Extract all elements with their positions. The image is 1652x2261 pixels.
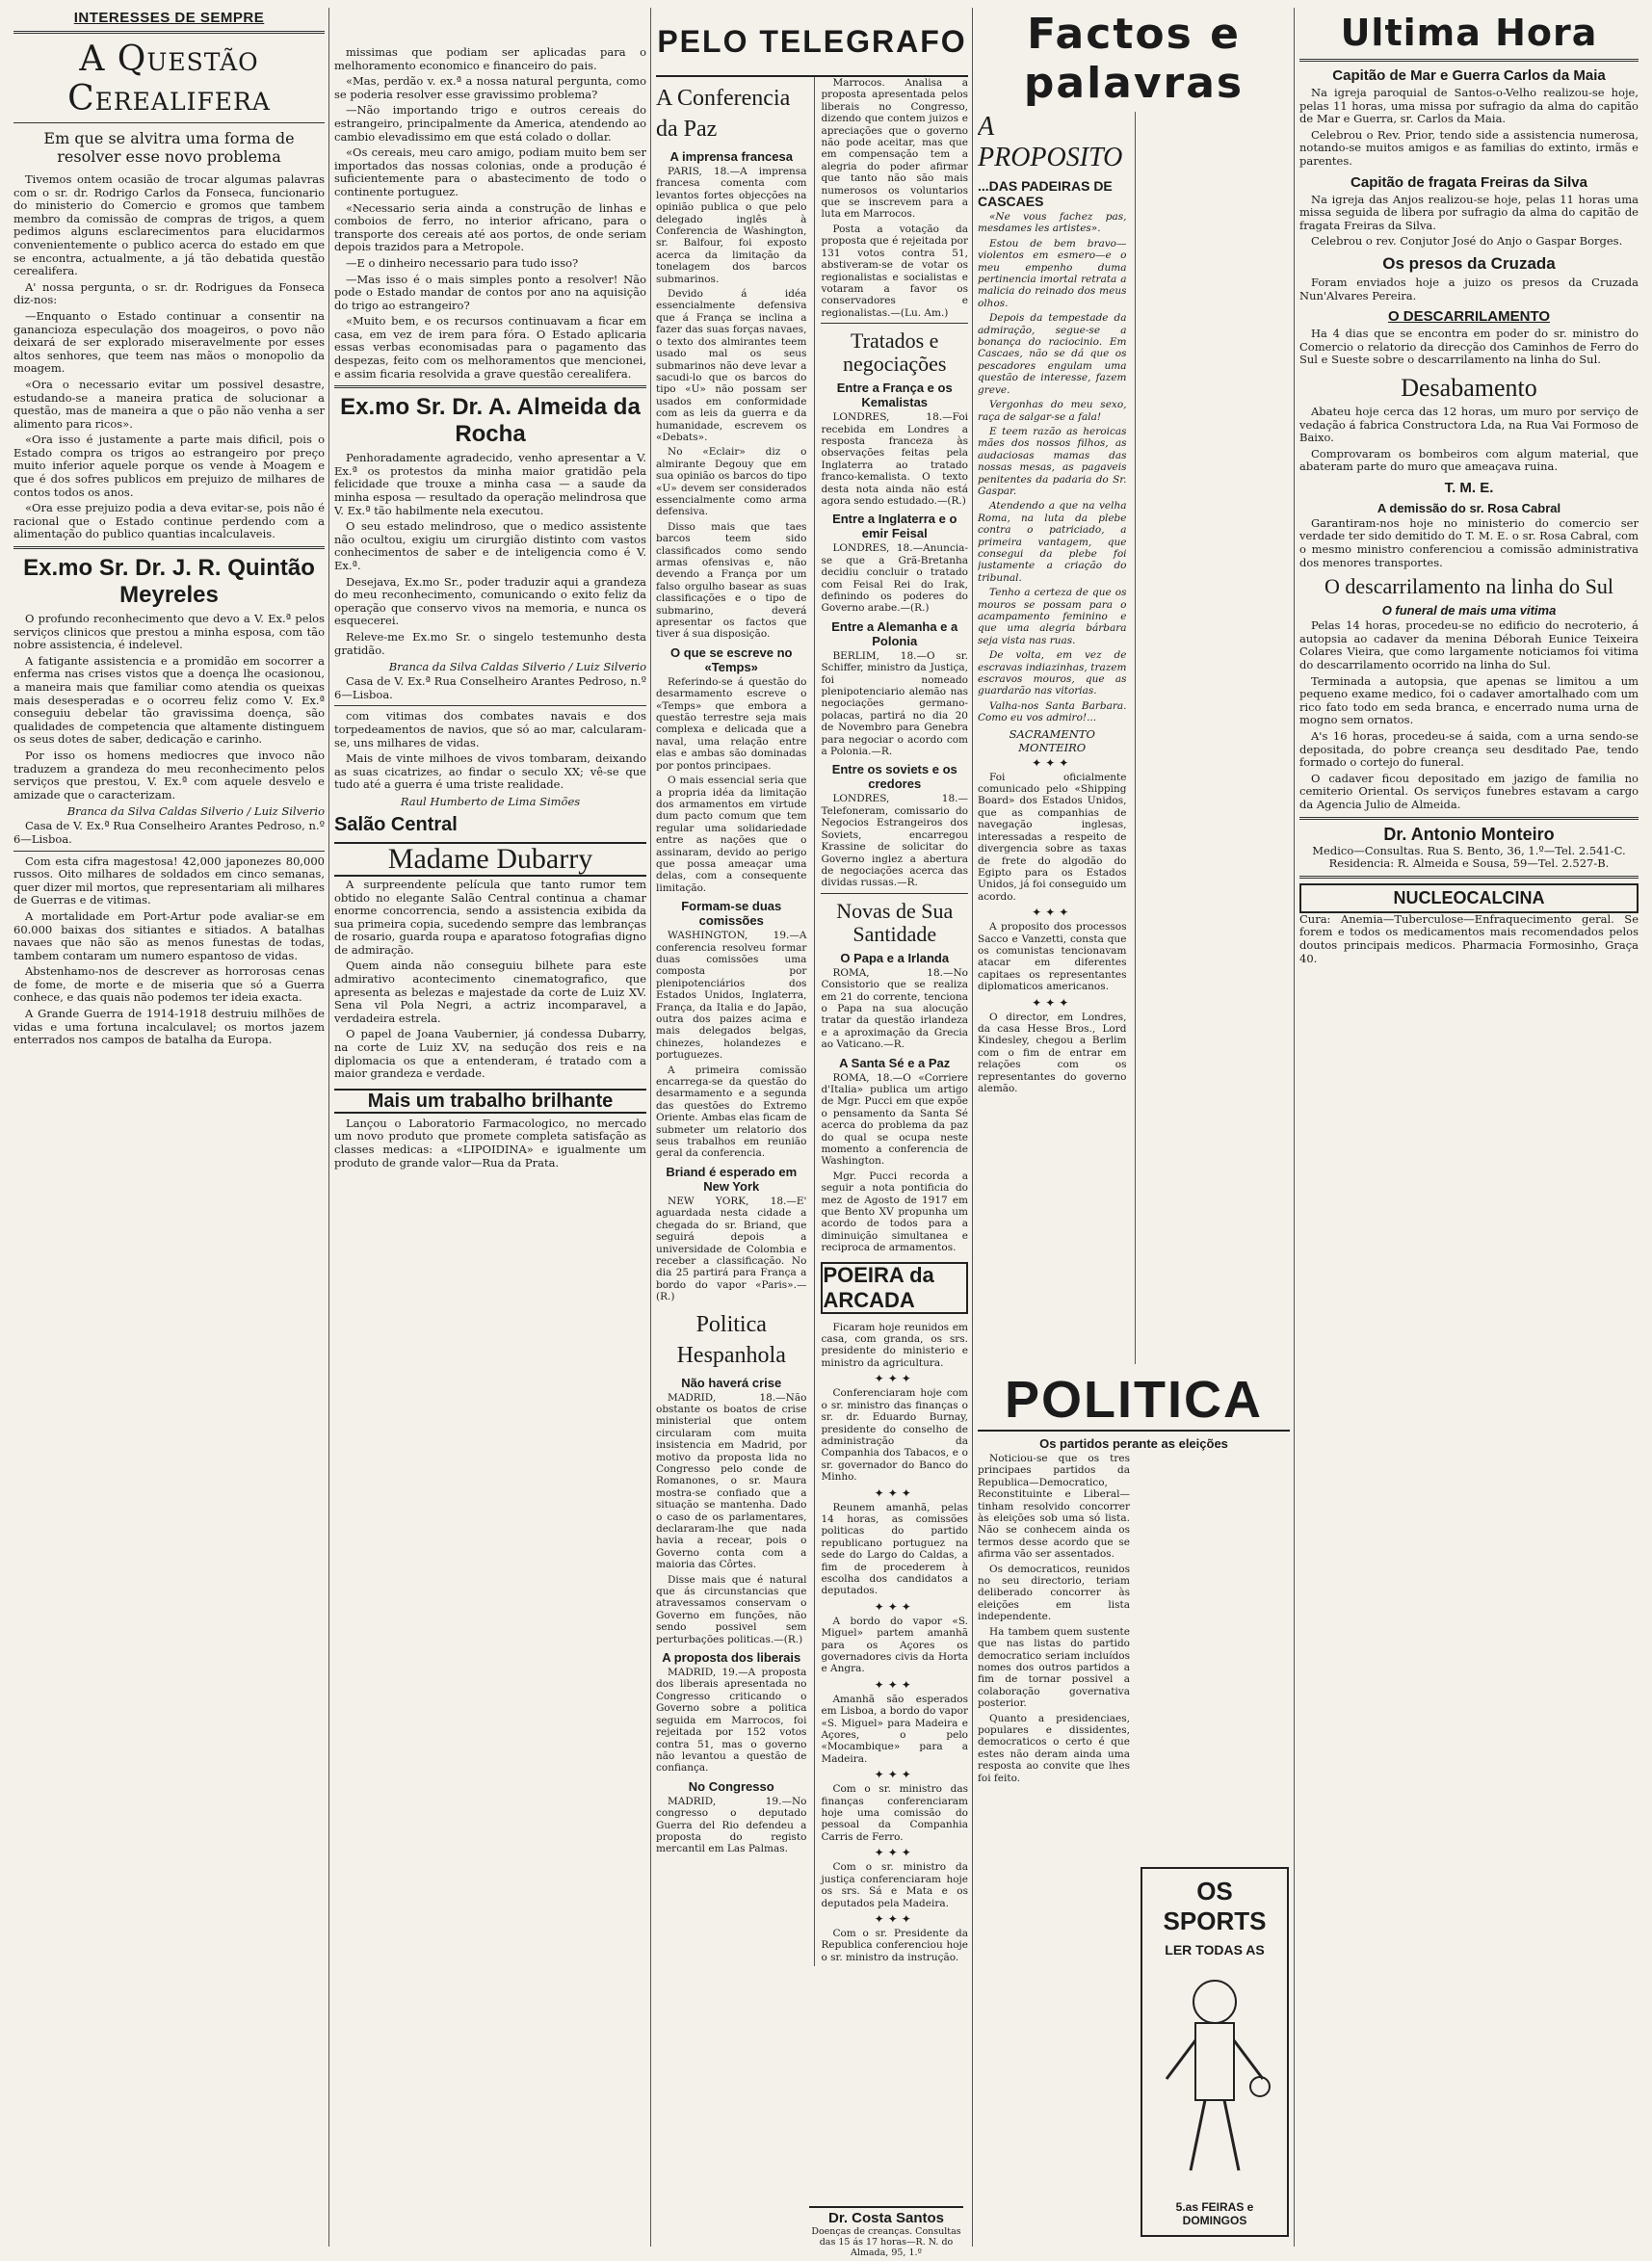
ad-sports-days: 5.as FEIRAS e DOMINGOS xyxy=(1175,2200,1254,2227)
article-paragraph: Foi oficialmente comunicado pelo «Shipping Board» dos Estados Unidos, que as companhias de navegação inglesas, interessadas a respeito de divergencia sobre as taxas de frete do algodão do Egipto para os Estados Unidos, já foi conseguido um acordo. xyxy=(978,771,1127,903)
article-paragraph: Amanhã são esperados em Lisboa, a bordo do vapor «S. Miguel» para Madeira e Açores, o pelo «Mocambique» para a Madeira. xyxy=(821,1693,968,1765)
article-paragraph: Mais de vinte milhoes de vivos tombaram, deixando as suas cicatrizes, ao findar o seculo XX; vê-se que tudo até a guerra é uma triste realidade. xyxy=(334,751,646,792)
article-paragraph: Na igreja das Anjos realizou-se hoje, pelas 11 horas uma missa seguida de libera por sufragio da alma do capitão de fragata Freiras da Silva. xyxy=(1299,192,1639,232)
descarrilamento-sul-heading: O descarrilamento na linha do Sul xyxy=(1324,574,1613,599)
article-paragraph: No «Eclair» diz o almirante Degouy que em sua opinião os barcos do tipo «U» devem ser considerados essencialmente como arma defensiva. xyxy=(656,446,807,518)
letter-signature: Branca da Silva Caldas Silverio / Luiz Silverio xyxy=(388,660,646,674)
article-paragraph: com vitimas dos combates navais e dos torpedeamentos de navios, que só ao mar, calcularam-se, uns milhares de vidas. xyxy=(334,709,646,749)
article-paragraph: —Mas isso é o mais simples ponto a resolver! Não pode o Estado mandar de contos por ano na aquisição do trigo ao estrangeiro? xyxy=(334,272,646,312)
letter-paragraph: Penhoradamente agradecido, venho apresentar a V. Ex.ª os protestos da minha maior gratidão pela felicidade que trouxe a minha casa — a saude da minha esposa — resultado da operação melindrosa que V. Ex.ª tão habilmente nela executou. xyxy=(334,451,646,517)
article-paragraph: Comprovaram os bombeiros com algum material, que abateram parte do muro que ameaçava ruina. xyxy=(1299,446,1639,474)
article-paragraph: De volta, em vez de escravas indiazinhas, trazem escravos mouros, que as guardarão nas vitorias. xyxy=(978,649,1127,697)
poeira-arcada-title: POEIRA da ARCADA xyxy=(823,1262,934,1312)
telegrafo-right: Marrocos. Analisa a proposta apresentada pelos liberais no Congresso, dizendo que contem juizos e apreciações que o governo não pode aceitar, mas que em compensação tem a alegria do poder afirmar que tanto não são mais numerosos os voluntarios que se inscrevem para a luta em Marrocos. Posta a votação da proposta que é rejeitada por 131 votos contra 51, abstiveram-se de votar os regionalistas e socialistas e votaram a favor os conservadores e regionalistas.—(Lu. Am.) Tratados e negociações Entre a França e os Kemalistas LONDRES, 18.—Foi recebida em Londres a resposta franceza às observações feitas pela Inglaterra ao tratado franco-kemalista. O texto desta nota ainda não está agora sendo estudado.—(R.) Entre a Inglaterra e o emir Feisal LONDRES, 18.—Anuncia-se que a Grã-Bretanha decidiu concluir o tratado com Feisal Rei do Irak, definindo os poderes do Governo arabe.—(R.) Entre a Alemanha e a Polonia BERLIM, 18.—O sr. Schiffer, ministro da Justiça, foi nomeado plenipotenciario alemão nas negociações germano-polacas, partirá no dia 20 de Novembro para Genebra para negociar o acordo com a Polonia.—R. Entre os soviets e os credores LONDRES, 18.—Telefoneram, comissario do Negocios Estrangeiros dos Soviets, encarregou Krassine de solicitar do Governo inglez a abertura de negociações acerca das dividas russas.—R. Novas de Sua Santidade O Papa e a Irlanda ROMA, 18.—No Consistorio que se realiza em 21 do corrente, tenciona o Papa na sua alocução tratar da questão irlandeza e a aproximação da Grecia ao Vaticano.—R. A Santa Sé e a Paz ROMA, 18.—O «Corriere d'Italia» publica um artigo de Mgr. Pucci em que expõe o pensamento da Santa Sé acerca do problema da paz do qual se ocupa neste momento a conferencia de Washington. Mgr. Pucci recorda a seguir a nota pontificia do mez de Agosto de 1917 em que Bento XV propunha um acordo de todos para a diminuição simultanea e reciproca de armamentos. POEIRA da ARCADA Ficaram hoje reunidos em casa, com granda, os srs. presidente do ministerio e ministro da agricultura. ✦✦✦ Conferenciaram hoje com o sr. ministro das finanças o sr. dr. Eduardo Burnay, presidente do conselho de administração da Companhia dos Tabacos, e o sr. governador do Banco do Minho. ✦✦✦ Reunem amanhã, pelas 14 horas, as comissões politicas do partido republicano portuguez na sede do Largo do Caldas, a fim de procederem à escolha dos candidatos a deputados. ✦✦✦ A bordo do vapor «S. Miguel» partem amanhã para os Açores os governadores civis da Horta e Angra. ✦✦✦ Amanhã são esperados em Lisboa, a bordo do vapor «S. Miguel» para Madeira e Açores, o pelo «Mocambique» para a Madeira. ✦✦✦ Com o sr. ministro das finanças conferenciaram hoje uma comissão do pessoal da Companhia Carris de Ferro. ✦✦✦ Com o sr. ministro da justiça conferenciaram hoje os srs. Sá e Mata e os deputados pela Madeira. ✦✦✦ Com o sr. Presidente da Republica conferenciou hoje o sr. ministro da instrução. xyxy=(814,77,968,1966)
pelo-telegrafo-title: PELO TELEGRAFO xyxy=(657,23,967,59)
ad-os-sports xyxy=(1141,1867,1289,2237)
conferencia-title: A Conferencia da Paz xyxy=(656,86,791,142)
article-paragraph: Quem ainda não conseguiu bilhete para este admirativo acontecimento cinematografico, que apresenta as belezas e majestade da corte de Luiz XV. Sena vil Pola Negri, a actriz incomparavel, a verdadeira estrela. xyxy=(334,959,646,1025)
imprensa-heading: A imprensa francesa xyxy=(669,149,793,164)
article-signature: Raul Humberto de Lima Simões xyxy=(400,794,581,808)
ad-costa-santos xyxy=(809,2206,963,2261)
article-paragraph: missimas que podiam ser aplicadas para o melhoramento economico e financeiro do pais. xyxy=(334,45,646,72)
article-paragraph: Ha 4 dias que se encontra em poder do sr. ministro do Comercio o relatorio da direcção dos Caminhos de Ferro do Sul e Sueste sobre o descarrilamento na linha do Sul. xyxy=(1299,327,1639,367)
column-rule xyxy=(1294,8,1295,2247)
politica-hespanhola-title: Politica Hespanhola xyxy=(676,1311,786,1368)
article-paragraph: Posta a votação da proposta que é rejeitada por 131 votos contra 51, abstiveram-se de votar os regionalistas e socialistas e votaram a favor os conservadores e regionalistas.—(Lu. Am.) xyxy=(821,223,968,319)
column-rule xyxy=(328,8,329,2247)
column-5 xyxy=(1299,8,1639,2247)
comissoes-heading: Formam-se duas comissões xyxy=(681,899,782,929)
article-paragraph: Abstenhamo-nos de descrever as horrorosas cenas de fome, de morte e de miseria que só a Guerra conhece, e das quais não podemos ter ideia exacta. xyxy=(13,964,325,1005)
article-paragraph: LONDRES, 18.—Foi recebida em Londres a resposta franceza às observações feitas pela Inglaterra ao tratado franco-kemalista. O texto desta nota ainda não está agora sendo estudado.—(R.) xyxy=(821,411,968,507)
article-paragraph: MADRID, 19.—No congresso o deputado Guerra del Rio defendeu a proposta do registo mercantil em Las Palmas. xyxy=(656,1795,807,1855)
article-paragraph: MADRID, 18.—Não obstante os boatos de crise ministerial que ontem circularam com muita insistencia em Madrid, por motivo da proposta lida no Congresso pelo conde de Romanones, o sr. Maura mostra-se confiado que a situação se mantenha. Dado o caso de os parlamentares, declararam-lhe que nada havia a recear, pois o Governo conta com a maioria das Côrtes. xyxy=(656,1391,807,1571)
article-paragraph: MADRID, 19.—A proposta dos liberais apresentada no Congresso criticando o Governo sobre a politica seguida em Marrocos, foi rejeitada por 152 votos contra 51, mas o governo não levantou a questão de confiança. xyxy=(656,1667,807,1775)
article-paragraph: —Enquanto o Estado continuar a consentir na ganancioza especulação dos moageiros, o povo não deixará de ser explorado miseravelmente por esses altos senhores, que teem nas mãos o monopolio da moagem. xyxy=(13,308,325,376)
article-paragraph: Com o sr. ministro da justiça conferenciaram hoje os srs. Sá e Mata e os deputados pela Madeira. xyxy=(821,1861,968,1909)
article-paragraph: Noticiou-se que os tres principaes partidos da Republica—Democratico, Reconstituinte e Liberal—tinham resolvido concorrer às eleições sob uma só lista. Não se conhecem ainda os termos desse acordo que se afirma vão ser assentados. xyxy=(978,1453,1130,1561)
partidos-heading: Os partidos perante as eleições xyxy=(1039,1436,1228,1451)
letter-paragraph: Releve-me Ex.mo Sr. o singelo testemunho desta gratidão. xyxy=(334,629,646,657)
article-paragraph: —E o dinheiro necessario para tudo isso? xyxy=(346,255,579,270)
article-paragraph: A mortalidade em Port-Artur pode avaliar-se em 60.000 baixas dos sitiantes e sitiados. A batalhas navaes que não são as menos funestas de todas, tambem contaram um numero espantoso de vidas. xyxy=(13,908,325,962)
letter-address: Casa de V. Ex.ª Rua Conselheiro Arantes Pedroso, n.º 6—Lisboa. xyxy=(13,819,325,846)
trabalho-brilhante-heading: Mais um trabalho brilhante xyxy=(334,1089,646,1114)
article-paragraph: Conferenciaram hoje com o sr. ministro das finanças o sr. dr. Eduardo Burnay, presidente do conselho de administração da Companhia dos Tabacos, e o sr. governador do Banco do Minho. xyxy=(821,1387,968,1484)
article-paragraph: Com esta cifra magestosa! 42,000 japonezes 80,000 russos. Oito milhares de soldados em cinco semanas, quer dizer mil mortos, que representariam ali milhares de Guerras e de vitimas. xyxy=(13,854,325,907)
article-paragraph: Ficaram hoje reunidos em casa, com granda, os srs. presidente do ministerio e ministro da agricultura. xyxy=(821,1321,968,1369)
padeiras-heading: ...DAS PADEIRAS DE CASCAES xyxy=(978,178,1113,209)
letter-paragraph: O profundo reconhecimento que devo a V. Ex.ª pelos serviços clinicos que prestou a minha esposa, com tão nobre assistencia, é indelevel. xyxy=(13,612,325,652)
ad-sports-title: OS SPORTS xyxy=(1163,1877,1267,1935)
article-paragraph: A proposito dos processos Sacco e Vanzetti, consta que os comunistas tencionavam atacar em diferentes capitaes os representantes diplomaticos americanos. xyxy=(978,921,1127,993)
column-3 xyxy=(656,8,968,2247)
article-paragraph: Referindo-se á questão do desarmamento escreve o «Temps» que embora a questão terrestre seja mais complexa e delicada que a naval, uma relação entre elas e ambas são dominadas por pontos principaes. xyxy=(656,675,807,772)
article-paragraph: Reunem amanhã, pelas 14 horas, as comissões politicas do partido republicano portuguez na sede do Largo do Caldas, a fim de procederem à escolha dos candidatos a deputados. xyxy=(821,1501,968,1597)
article-paragraph: O director, em Londres, da casa Hesse Bros., Lord Kindesley, chegou a Berlim com o fim de entrar em relações com os representantes do governo alemão. xyxy=(978,1011,1127,1094)
article-paragraph: Depois da tempestade da admiração, segue-se a bonança do raciocinio. Em Cascaes, não se dá que os pescadores engulam uma questão de interesse, fazem greve. xyxy=(978,312,1127,396)
article-paragraph: Atendendo a que na velha Roma, na luta da plebe contra o patriciado, a primeira vantagem, que consegui da plebe foi justamente a criação do tribunal. xyxy=(978,500,1127,584)
letter-paragraph: O seu estado melindroso, que o medico assistente não ocultou, exigiu um cirurgião distinto com vastos conhecimentos de saber e de inteligencia como é V. Ex.ª. xyxy=(334,519,646,572)
article-paragraph: Marrocos. Analisa a proposta apresentada pelos liberais no Congresso, dizendo que contem juizos e apreciações que o governo não pode aceitar, mas que em compensação tem a alegria do poder afirmar que tanto não são mais numerosos os voluntarios que se inscrevem para a luta em Marrocos. xyxy=(821,77,968,221)
article-paragraph: «Muito bem, e os recursos continuavam a ficar em casa, em vez de irem para fóra. O Estado aplicaria essas verbas economisadas para o pagamento das despezas, feito com os melhoramentos que mencionei, e assim ficaria resolvida a grave questão cerealifera. xyxy=(334,314,646,381)
subhead-cerealifera: Em que se alvitra uma forma de resolver esse novo problema xyxy=(43,129,295,166)
a-proposito-title: A PROPOSITO xyxy=(978,112,1123,172)
politica-title: POLITICA xyxy=(978,1370,1290,1432)
article-paragraph: A' nossa pergunta, o sr. dr. Rodrigues da Fonseca diz-nos: xyxy=(13,279,325,307)
descarrilamento-heading: O DESCARRILAMENTO xyxy=(1387,308,1551,326)
temps-heading: O que se escreve no «Temps» xyxy=(670,644,793,674)
ultima-hora-title: Ultima Hora xyxy=(1340,12,1598,54)
pelo-telegrafo-logo xyxy=(656,8,968,77)
article-paragraph: «Necessario seria ainda a construção de linhas e comboios de ferro, no interior africano, para o transporte dos cereais até aos portos, de onde seriam depois trazidos para a Metropole. xyxy=(334,200,646,254)
letter-paragraph: Por isso os homens mediocres que invoco não traduzem a grandeza do meu reconhecimento pelos serviços que prestou, V. Ex.ª com aquele desvelo e amizade que o caracterizam. xyxy=(13,748,325,802)
ad-text: Doenças de creanças. Consultas das 15 ás 17 horas—R. N. do Almada, 95, 1.º xyxy=(811,2226,961,2258)
article-paragraph: Celebrou o Rev. Prior, tendo side a assistencia numerosa, notando-se muitos amigos e as familias do extinto, irmãs e parentes. xyxy=(1299,127,1639,168)
column-2 xyxy=(334,8,646,2247)
ad-costa-santos-name: Dr. Costa Santos xyxy=(827,2210,945,2226)
article-paragraph: «Ora o necessario evitar um possivel desastre, estudando-se a maneira pratica de solucionar a questão, mas de maneira a que o pão não venha a ser alimento para ricos». xyxy=(13,377,325,431)
article-paragraph: Quanto a presidenciaes, populares e dissidentes, democraticos o certo é que estes não deram ainda uma resposta ao convite que lhes foi feito. xyxy=(978,1712,1130,1784)
congresso-heading: No Congresso xyxy=(688,1778,774,1794)
tme-heading: T. M. E. xyxy=(1444,479,1494,496)
freiras-silva-heading: Capitão de fragata Freiras da Silva xyxy=(1350,173,1587,191)
article-paragraph: Tenho a certeza de que os mouros se possam para o acampamento feminino e que uma alegria bárbara seja vista nas ruas. xyxy=(978,587,1127,646)
ad-nucleocalcina: NUCLEOCALCINA xyxy=(1299,883,1639,913)
paz-heading: A Santa Sé e a Paz xyxy=(839,1055,951,1070)
nao-havera-crise-heading: Não haverá crise xyxy=(681,1375,782,1390)
article-paragraph: Disso mais que taes barcos teem sido classificados como sendo armas ofensivas e, não devendo a França por um falso orgulho basear as suas classificações e o tipo de submarino, deverá apresentar os factos que tiver á sua disposição. xyxy=(656,520,807,641)
article-paragraph: NEW YORK, 18.—E' aguardada nesta cidade a chegada do sr. Briand, que seguirá depois a universidade de Colombia e receber a classificação. No dia 25 partirá para França a bordo do vapor «Paris».—(R.) xyxy=(656,1195,807,1303)
briand-heading: Briand é esperado em New York xyxy=(666,1164,798,1194)
presos-cruzada-heading: Os presos da Cruzada xyxy=(1382,253,1556,273)
column-rule xyxy=(650,8,651,2247)
papa-heading: O Papa e a Irlanda xyxy=(840,950,950,965)
tratados-heading: Entre a Inglaterra e o emir Feisal xyxy=(832,512,957,541)
article-paragraph: O cadaver ficou depositado em jazigo de familia no cemiterio Oriental. Os serviços funebres estavam a cargo da Agencia Julio de Almeida. xyxy=(1299,771,1639,811)
column-1 xyxy=(13,8,325,2247)
sportsman-illustration xyxy=(1152,1963,1277,2185)
ad-sports-line: LER TODAS AS xyxy=(1165,1942,1265,1958)
article-paragraph: Foram enviados hoje a juizo os presos da Cruzada Nun'Alvares Pereira. xyxy=(1299,275,1639,302)
poeira-arcada-logo xyxy=(821,1262,968,1314)
letter-title-almeida: Ex.mo Sr. Dr. A. Almeida da Rocha xyxy=(340,394,641,448)
tme-subheading: A demissão do sr. Rosa Cabral xyxy=(1377,500,1561,515)
article-paragraph: Estou de bem bravo—violentos em esmero—e o meu empenho duma pertinencia imortal retrata a malicia do reinado dos meus olhos. xyxy=(978,237,1127,309)
article-paragraph: WASHINGTON, 19.—A conferencia resolveu formar duas comissões uma composta por plenipotenciários dos Estados Unidos, Inglaterra, França, da Italia e do Japão, outra dos paizes acima e mais delegados belgas, chinezes, holandezes e portuguezes. xyxy=(656,930,807,1062)
letter-address: Casa de V. Ex.ª Rua Conselheiro Arantes Pedroso, n.º 6—Lisboa. xyxy=(334,674,646,701)
article-paragraph: Vergonhas do meu sexo, raça de salgar-se a fala! xyxy=(978,399,1127,423)
ad-dr-antonio-monteiro: Dr. Antonio Monteiro xyxy=(1383,824,1555,844)
desabamento-heading: Desabamento xyxy=(1401,373,1537,402)
tratados-heading: Entre a Alemanha e a Polonia xyxy=(831,618,958,648)
ad-text: Cura: Anemia—Tuberculose—Enfraquecimento geral. Se forem e todos os medicamentos mais recomendados pelos doutos principais medicos. Pharmacia Formosinho, Graça 40. xyxy=(1299,911,1639,965)
article-paragraph: «Ne vous fachez pas, mesdames les artistes». xyxy=(978,211,1127,235)
salao-central-heading: Salão Central xyxy=(334,813,458,835)
article-paragraph: A primeira comissão encarrega-se da questão do desarmamento e a segunda das questões do Extremo Oriente. Ambas elas ficam de submeter um relatorio dos seus trabalhos em reunião geral da conferencia. xyxy=(656,1064,807,1160)
article-paragraph: A's 16 horas, procedeu-se á saida, com a urna sendo-se depositada, do pobre creança seu desditado Pae, tendo formado o cortejo do funeral. xyxy=(1299,729,1639,770)
article-paragraph: BERLIM, 18.—O sr. Schiffer, ministro da Justiça, foi nomeado plenipotenciario alemão nas negociações germano-polacas, partirá no dia 20 de Novembro para Genebra para negociar o acordo com a Polonia.—R. xyxy=(821,649,968,758)
article-paragraph: Os democraticos, reunidos no seu directorio, teriam deliberado concorrer às eleições em lista independente. xyxy=(978,1563,1130,1623)
article-paragraph: E teem razão as heroicas mães dos nossos filhos, as audaciosas mamas das nossas mesas, as pagaveis penitentes da padaria do Sr. Gaspar. xyxy=(978,425,1127,497)
article-paragraph: Abateu hoje cerca das 12 horas, um muro por serviço de vedação á fabrica Constructora Lda, na Rua Vai Formoso de Baixo. xyxy=(1299,404,1639,445)
article-paragraph: Garantiram-nos hoje no ministerio do comercio ser verdade ter sido demitido do T. M. E. o sr. Rosa Cabral, com o mesmo ministro conferenciou a comissão administrativa dos menores transportes. xyxy=(1299,515,1639,569)
article-paragraph: LONDRES, 18.—Telefoneram, comissario do Negocios Estrangeiros dos Soviets, encarregou Krassine de solicitar do Governo inglez a abertura de negociações acerca das dividas russas.—R. xyxy=(821,793,968,889)
article-paragraph: Lançou o Laboratorio Farmacologico, no mercado um novo produto que promete completa satisfação as classes medicas: a «LIPOIDINA» e igualmente um produto de grande valor—Rua da Prata. xyxy=(334,1116,646,1170)
film-title: Madame Dubarry xyxy=(334,842,646,877)
article-paragraph: PARIS, 18.—A imprensa francesa comenta com levantos fortes objecções na opinião publica o que pelo delegado inglês à Conferencia de Washington, sr. Balfour, foi exposto acerca da limitação da tonelagem dos barcos submarinos. xyxy=(656,166,807,285)
article-paragraph: Devido á idéa essencialmente defensiva que á França se inclina a fazer das suas forças navaes, o texto dos almirantes teem usado mal os seus submarinos não deve levar a sacudi-lo que os barcos do tipo «U» não possam ser usados em conformidade com as leis da guerra e da humanidade, escrevem os «Debats». xyxy=(656,288,807,443)
letter-paragraph: Desejava, Ex.mo Sr., poder traduzir aqui a grandeza do meu reconhecimento, comunicando o exito feliz da operação que conservo vivos na memoria, e nunca os esquecerei. xyxy=(334,574,646,628)
tratados-heading: Entre os soviets e os credores xyxy=(831,762,957,792)
letter-title-quintao: Ex.mo Sr. Dr. J. R. Quintão Meyreles xyxy=(23,555,315,609)
article-paragraph: Terminada a autopsia, que apenas se limitou a um pequeno exame medico, foi o cadaver amortalhado com um rico fato todo em seda branca, e encerrado numa urna de mogno sem ornatos. xyxy=(1299,673,1639,727)
liberais-heading: A proposta dos liberais xyxy=(662,1650,801,1666)
novas-santidade-title: Novas de Sua Santidade xyxy=(836,898,954,946)
article-paragraph: A Grande Guerra de 1914-1918 destruiu milhões de vidas e uma fortuna incalculavel; os mortos jazem enterrados nos campos de batalha da Europa. xyxy=(13,1007,325,1047)
kicker-interesses: INTERESSES DE SEMPRE xyxy=(73,10,265,26)
article-paragraph: «Mas, perdão v. ex.ª a nossa natural pergunta, como se poderia resolver esse gravissimo problema? xyxy=(334,74,646,101)
article-paragraph: «Ora isso é justamente a parte mais dificil, pois o Estado compra os trigos ao estrangeiro por preço muito inferior aquele porque os vende à Moagem e que é dos sofres publicos em prejuizo de milhares de contos todos os anos. xyxy=(13,433,325,499)
article-paragraph: Disse mais que é natural que ás circunstancias que atravessamos conservam o Governo em funções, não sendo possivel sem perturbações politicas.—(R.) xyxy=(656,1573,807,1645)
headline-questao-cerealifera: A Questão Cerealifera xyxy=(67,39,271,118)
factos-right xyxy=(1135,112,1291,1364)
article-paragraph: ROMA, 18.—No Consistorio que se realiza em 21 do corrente, tenciona o Papa na sua alocução tratar da questão irlandeza e a aproximação da Grecia ao Vaticano.—R. xyxy=(821,966,968,1051)
article-paragraph: Ha tambem quem sustente que nas listas do partido democratico seriam incluídos nomes dos outros partidos a fim de tornar possivel a colaboração governativa posterior. xyxy=(978,1625,1130,1710)
ad-text: Medico—Consultas. Rua S. Bento, 36, 1.º—Tel. 2.541-C. Residencia: R. Almeida e Sousa, 59—Tel. 2.527-B. xyxy=(1312,843,1626,871)
article-paragraph: Pelas 14 horas, procedeu-se no edificio do necroterio, á autopsia ao cadaver da menina Déborah Eunice Teixeira Colares Vieira, que como largamente noticiamos foi vitima do descarrilamento ocorrido na linha do Sul. xyxy=(1299,618,1639,672)
article-paragraph: A surpreendente película que tanto rumor tem obtido no elegante Salão Central continua a chamar enorme concorrencia, sendo a assistencia exibida da sua primeira copia, sucedendo sempre das lembranças de rosario, guarda roupa e aparatoso fotografias digno de admiração. xyxy=(334,877,646,957)
letter-paragraph: A fatigante assistencia e a promidão em socorrer a enferma nas crises vistos que a doença lhe ocasionou, a maneira mais que familiar como atendia os queixas mais desesperadas e o ocorreu feliz como V. Ex.ª conseguiu debelar tão gravissima doença, são qualidades de competencia que altamente distinguem os seus dotes de saber, dedicação e carinho. xyxy=(13,653,325,747)
article-paragraph: «Os cereais, meu caro amigo, podiam muito bem ser importados das nossas colonias, onde a produção é suficientemente para o abastecimento de todo o continente portuguez. xyxy=(334,145,646,198)
article-paragraph: «Ora esse prejuizo podia a deva evitar-se, pois não é racional que o Estado continue perdendo com a alimentação do publico quantias incalculaveis. xyxy=(13,501,325,541)
article-paragraph: Valha-nos Santa Barbara. Como eu vos admiro!... xyxy=(978,699,1127,724)
article-paragraph: Na igreja paroquial de Santos-o-Velho realizou-se hoje, pelas 11 horas, uma missa por sufragio da alma do capitão de Mar e Guerra, sr. Carlos da Maia. xyxy=(1299,86,1639,126)
tratados-heading: Entre a França e os Kemalistas xyxy=(836,381,953,410)
article-paragraph: Tivemos ontem ocasião de trocar algumas palavras com o sr. dr. Rodrigo Carlos da Fonseca, funcionario do ministerio do Comercio e gromos que tambem membro da comissão de compras de trigos, a quem pedimos alguns esclarecimentos para elucidarmos convenientemente o publico acerca do estado em que se encontra, actualmente, a já tão debatida questão cerealifera. xyxy=(13,172,325,278)
article-paragraph: ROMA, 18.—O «Corriere d'Italia» publica um artigo de Mgr. Pucci em que expõe o pensamento da Santa Sé acerca do problema da paz do qual se ocupa neste momento a conferencia de Washington. xyxy=(821,1071,968,1168)
article-signature: SACRAMENTO MONTEIRO xyxy=(1009,726,1095,754)
article-paragraph: —Não importando trigo e outros cereais do estrangeiro, principalmente da America, atendendo ao cambio elevadissimo em que está colado o dollar. xyxy=(334,103,646,144)
funeral-subheading: O funeral de mais uma vitima xyxy=(1381,603,1557,618)
letter-signature: Branca da Silva Caldas Silverio / Luiz Silverio xyxy=(66,804,325,819)
article-paragraph: Com o sr. Presidente da Republica conferenciou hoje o sr. ministro da instrução. xyxy=(821,1927,968,1963)
factos-left: A PROPOSITO ...DAS PADEIRAS DE CASCAES «Ne vous fachez pas, mesdames les artistes». Estou de bem bravo—violentos em esmero—e o meu empenho duma pertinencia imortal retrata a malicia do reinado dos meus olhos. Depois da tempestade da admiração, segue-se a bonança do raciocinio. Em Cascaes, não se dá que os pescadores engulam uma questão de interesse, fazem greve. Vergonhas do meu sexo, raça de salgar-se a fala! E teem razão as heroicas mães dos nossos filhos, as audaciosas mamas das nossas mesas, as pagaveis penitentes da padaria do Sr. Gaspar. Atendendo a que na velha Roma, na luta da plebe contra o patriciado, a primeira vantagem, que consegui da plebe foi justamente a criação do tribunal. Tenho a certeza de que os mouros se possam para o acampamento feminino e que uma alegria bárbara seja vista nas ruas. De volta, em vez de escravas indiazinhas, trazem escravos mouros, que as guardarão nas vitorias. Valha-nos Santa Barbara. Como eu vos admiro!... SACRAMENTO MONTEIRO ✦✦✦ Foi oficialmente comunicado pelo «Shipping Board» dos Estados Unidos, que as companhias de navegação inglesas, interessadas a respeito de divergencia sobre as taxas de frete do algodão do Egipto para os Estados Unidos, já foi conseguido um acordo. ✦✦✦ A proposito dos processos Sacco e Vanzetti, consta que os comunistas tencionavam atacar em diferentes capitaes os representantes diplomaticos americanos. ✦✦✦ O director, em Londres, da casa Hesse Bros., Lord Kindesley, chegou a Berlim com o fim de entrar em relações com os representantes do governo alemão. xyxy=(978,112,1127,1094)
factos-palavras-title: Factos e palavras xyxy=(1023,10,1245,108)
article-paragraph: O papel de Joana Vaubernier, já condessa Dubarry, na corte de Luiz XV, na sedução dos reis e na diplomacia os que a entenderam, é tratado com a maior grandeza e verdade. xyxy=(334,1027,646,1081)
carlos-maia-heading: Capitão de Mar e Guerra Carlos da Maia xyxy=(1332,67,1606,84)
telegrafo-left xyxy=(656,77,806,1966)
tratados-title: Tratados e negociações xyxy=(842,329,947,377)
article-paragraph: Mgr. Pucci recorda a seguir a nota pontificia do mez de Agosto de 1917 em que Bento XV propunha um acordo de todos para a diminuição simultanea e reciproca de armamentos. xyxy=(821,1170,968,1254)
article-paragraph: LONDRES, 18.—Anuncia-se que a Grã-Bretanha decidiu concluir o tratado com Feisal Rei do Irak, definindo os poderes do Governo arabe.—(R.) xyxy=(821,542,968,615)
column-rule xyxy=(972,8,973,2247)
article-paragraph: A bordo do vapor «S. Miguel» partem amanhã para os Açores os governadores civis da Horta e Angra. xyxy=(821,1615,968,1675)
article-paragraph: Com o sr. ministro das finanças conferenciaram hoje uma comissão do pessoal da Companhia Carris de Ferro. xyxy=(821,1783,968,1843)
article-paragraph: Celebrou o rev. Conjutor José do Anjo o Gaspar Borges. xyxy=(1311,234,1623,249)
article-paragraph: O mais essencial seria que a propria idéa da limitação dos armamentos em virtude dum pacto comum que tem regular uma solidariedade entre as nações que o assinaram, devido ao perigo que possa ameaçar uma delas, com a consequente limitação. xyxy=(656,775,807,894)
